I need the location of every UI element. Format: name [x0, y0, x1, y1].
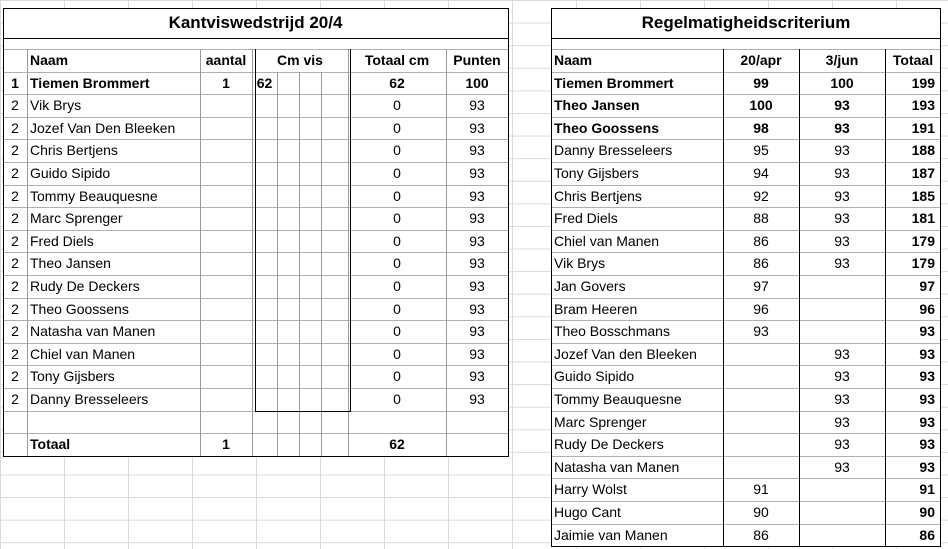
row-naam: Theo Jansen — [30, 255, 111, 272]
row-date-2 — [799, 275, 885, 298]
row-punten: 93 — [469, 345, 485, 362]
row-rank: 2 — [11, 97, 19, 114]
row-aantal — [200, 252, 252, 275]
row-naam: Jozef Van Den Bleeken — [30, 119, 176, 136]
grid-line — [551, 139, 941, 140]
row-date-2 — [799, 298, 885, 321]
row-totaal: 93 — [919, 345, 935, 362]
row-aantal — [200, 185, 252, 208]
row-totaal-cm: 0 — [393, 323, 401, 340]
row-totaal-cm: 0 — [393, 232, 401, 249]
row-naam: Jaimie van Manen — [554, 526, 668, 543]
row-naam: Chris Bertjens — [30, 142, 118, 159]
row-totaal: 191 — [911, 119, 935, 136]
grid-line — [940, 8, 941, 546]
grid-line — [255, 411, 351, 412]
row-naam: Tony Gijsbers — [30, 368, 115, 385]
grid-line — [885, 49, 886, 546]
row-totaal-cm: 0 — [393, 142, 401, 159]
row-totaal: 97 — [919, 278, 935, 294]
row-naam: Tommy Beauquesne — [554, 391, 682, 407]
grid-line — [551, 252, 941, 253]
row-rank: 2 — [11, 391, 19, 407]
row-naam: Tommy Beauquesne — [30, 187, 158, 204]
row-totaal: 181 — [911, 210, 935, 227]
row-totaal: 199 — [911, 74, 935, 91]
row-date-1: 88 — [753, 210, 769, 227]
row-date-1 — [723, 388, 799, 411]
row-totaal: 93 — [919, 458, 935, 475]
footer-totaal: 62 — [389, 436, 405, 453]
header-naam: Naam — [554, 52, 593, 68]
row-date-2: 100 — [830, 74, 854, 91]
footer-aantal: 1 — [222, 436, 230, 453]
row-date-1: 95 — [753, 142, 769, 159]
row-date-2: 93 — [834, 210, 850, 227]
grid-line — [551, 433, 941, 434]
grid-line — [551, 230, 941, 231]
row-rank: 2 — [11, 368, 19, 385]
grid-line — [446, 49, 447, 456]
row-naam: Tiemen Brommert — [554, 74, 674, 91]
row-totaal-cm: 0 — [393, 210, 401, 227]
row-totaal: 96 — [919, 300, 935, 317]
row-date-2: 93 — [834, 368, 850, 385]
row-totaal-cm: 0 — [393, 300, 401, 317]
row-date-2: 93 — [834, 187, 850, 204]
row-rank: 2 — [11, 345, 19, 362]
grid-line — [551, 207, 941, 208]
grid-line — [723, 49, 724, 546]
row-date-1: 98 — [753, 119, 769, 136]
row-naam: Bram Heeren — [554, 300, 638, 317]
grid-line — [3, 8, 4, 456]
grid-line — [551, 456, 941, 457]
row-aantal — [200, 275, 252, 298]
row-totaal: 187 — [911, 165, 935, 181]
row-naam: Theo Goossens — [30, 300, 129, 317]
row-date-1: 86 — [753, 232, 769, 249]
row-aantal — [200, 162, 252, 185]
row-aantal — [200, 343, 252, 366]
row-punten: 93 — [469, 232, 485, 249]
row-date-1: 86 — [753, 526, 769, 543]
row-date-2: 93 — [834, 255, 850, 272]
row-date-1 — [723, 343, 799, 366]
header-aantal: aantal — [205, 52, 247, 68]
row-rank: 2 — [11, 165, 19, 181]
row-naam: Jan Govers — [554, 278, 626, 294]
row-naam: Hugo Cant — [554, 504, 621, 520]
row-date-2 — [799, 478, 885, 501]
row-date-2: 93 — [834, 458, 850, 475]
left-title: Kantviswedstrijd 20/4 — [168, 13, 343, 32]
row-date-2: 93 — [834, 142, 850, 159]
row-punten: 93 — [469, 391, 485, 407]
row-naam: Marc Sprenger — [554, 413, 647, 430]
row-punten: 93 — [469, 97, 485, 114]
row-naam: Natasha van Manen — [554, 458, 680, 475]
row-date-1: 92 — [753, 187, 769, 204]
grid-line — [350, 49, 351, 411]
row-rank: 2 — [11, 232, 19, 249]
grid-line — [551, 72, 941, 73]
row-naam: Guido Sipido — [30, 165, 111, 181]
row-naam: Jozef Van den Bleeken — [554, 345, 697, 362]
row-date-1: 96 — [753, 300, 769, 317]
row-totaal: 86 — [919, 526, 935, 543]
grid-line — [348, 49, 349, 456]
row-naam: Chris Bertjens — [554, 187, 642, 204]
row-date-1: 91 — [753, 481, 769, 498]
header-punten: Punten — [453, 52, 501, 68]
row-naam: Theo Goossens — [554, 119, 660, 136]
row-date-2: 93 — [834, 232, 850, 249]
row-totaal: 179 — [911, 232, 935, 249]
row-date-1 — [723, 411, 799, 434]
row-aantal — [200, 139, 252, 162]
row-aantal — [200, 230, 252, 253]
row-naam: Harry Wolst — [554, 481, 627, 498]
row-naam: Fred Diels — [554, 210, 618, 227]
grid-line — [551, 343, 941, 344]
row-aantal — [200, 298, 252, 321]
grid-line — [551, 298, 941, 299]
row-naam: Rudy De Deckers — [554, 436, 664, 453]
grid-line — [551, 365, 941, 366]
row-naam: Danny Bresseleers — [30, 391, 149, 407]
row-naam: Tony Gijsbers — [554, 165, 639, 181]
row-totaal-cm: 0 — [393, 165, 401, 181]
row-date-1: 99 — [753, 74, 769, 91]
grid-line — [799, 49, 800, 546]
row-date-1: 97 — [753, 278, 769, 294]
row-totaal-cm: 0 — [393, 278, 401, 294]
row-date-2: 93 — [834, 436, 850, 453]
grid-line — [551, 94, 941, 95]
row-date-1 — [723, 365, 799, 388]
row-naam: Danny Bresseleers — [554, 142, 673, 159]
row-punten: 93 — [469, 368, 485, 385]
row-punten: 93 — [469, 119, 485, 136]
regelmatigheidscriterium-table — [551, 8, 941, 548]
row-totaal: 185 — [911, 187, 935, 204]
row-date-2: 93 — [834, 119, 850, 136]
row-rank: 2 — [11, 187, 19, 204]
grid-line — [508, 8, 509, 457]
grid-line — [551, 478, 941, 479]
grid-line — [551, 388, 941, 389]
row-rank: 2 — [11, 142, 19, 159]
row-totaal-cm: 0 — [393, 97, 401, 114]
row-date-1: 86 — [753, 255, 769, 272]
row-totaal: 193 — [911, 97, 935, 114]
row-totaal: 93 — [919, 413, 935, 430]
grid-line — [321, 72, 322, 456]
row-naam: Vik Brys — [554, 255, 606, 272]
header-cm-vis: Cm vis — [277, 52, 323, 68]
row-date-1: 93 — [753, 323, 769, 340]
row-punten: 93 — [469, 187, 485, 204]
grid-line — [252, 49, 253, 456]
row-totaal-cm: 0 — [393, 187, 401, 204]
grid-line — [299, 72, 300, 456]
row-totaal-cm: 0 — [393, 391, 401, 407]
row-totaal-cm: 0 — [393, 255, 401, 272]
row-date-2 — [799, 524, 885, 547]
grid-line — [551, 275, 941, 276]
grid-line — [551, 320, 941, 321]
row-naam: Guido Sipido — [554, 368, 635, 385]
grid-line — [551, 524, 941, 525]
row-rank: 2 — [11, 210, 19, 227]
row-totaal-cm: 0 — [393, 345, 401, 362]
grid-line — [3, 433, 508, 434]
row-punten: 93 — [469, 300, 485, 317]
header-rank — [3, 49, 27, 72]
row-punten: 93 — [469, 255, 485, 272]
row-cm-1: 62 — [256, 74, 273, 91]
row-totaal-cm: 62 — [389, 74, 405, 91]
row-punten: 93 — [469, 210, 485, 227]
header-totaal: Totaal — [892, 52, 934, 68]
grid-line — [551, 8, 552, 546]
grid-line — [551, 411, 941, 412]
row-rank: 2 — [11, 278, 19, 294]
row-rank: 2 — [11, 323, 19, 340]
row-naam: Theo Bosschmans — [554, 323, 670, 340]
row-aantal — [200, 388, 252, 411]
header-naam: Naam — [30, 52, 69, 68]
row-totaal: 93 — [919, 436, 935, 453]
row-punten: 93 — [469, 142, 485, 159]
footer-label: Totaal — [30, 436, 71, 453]
grid-line — [200, 49, 201, 456]
right-title: Regelmatigheidscriterium — [641, 13, 851, 32]
grid-line — [551, 501, 941, 502]
row-aantal: 1 — [222, 74, 230, 91]
row-totaal: 188 — [911, 142, 935, 159]
row-totaal: 179 — [911, 255, 935, 272]
row-naam: Fred Diels — [30, 232, 94, 249]
grid-line — [551, 185, 941, 186]
row-naam: Chiel van Manen — [30, 345, 136, 362]
row-totaal: 93 — [919, 368, 935, 385]
row-naam: Theo Jansen — [554, 97, 640, 114]
header-date-1: 20/apr — [740, 52, 782, 68]
header-date-2: 3/jun — [825, 52, 859, 68]
grid-line — [551, 8, 941, 9]
row-aantal — [200, 207, 252, 230]
kantviswedstrijd-table — [3, 8, 508, 456]
row-aantal — [200, 94, 252, 117]
row-aantal — [200, 117, 252, 140]
row-punten: 93 — [469, 165, 485, 181]
grid-line — [3, 456, 508, 457]
row-rank: 1 — [11, 74, 19, 91]
row-rank: 2 — [11, 119, 19, 136]
row-naam: Chiel van Manen — [554, 232, 660, 249]
row-totaal: 93 — [919, 391, 935, 407]
grid-line — [3, 8, 508, 9]
row-naam: Tiemen Brommert — [30, 74, 150, 91]
grid-line — [551, 117, 941, 118]
row-punten: 93 — [469, 278, 485, 294]
row-date-2: 93 — [834, 97, 850, 114]
row-totaal-cm: 0 — [393, 368, 401, 385]
row-date-2 — [799, 501, 885, 524]
grid-line — [27, 49, 28, 456]
row-totaal: 90 — [919, 504, 935, 520]
row-punten: 100 — [465, 74, 489, 91]
grid-line — [277, 72, 278, 456]
row-rank: 2 — [11, 255, 19, 272]
row-date-2: 93 — [834, 345, 850, 362]
row-date-2 — [799, 320, 885, 343]
row-date-2: 93 — [834, 391, 850, 407]
row-date-1 — [723, 433, 799, 456]
row-totaal-cm: 0 — [393, 119, 401, 136]
row-date-1: 94 — [753, 165, 769, 181]
grid-line — [551, 546, 941, 547]
grid-line — [551, 162, 941, 163]
row-naam: Vik Brys — [30, 97, 82, 114]
row-naam: Natasha van Manen — [30, 323, 156, 340]
row-totaal: 91 — [919, 481, 935, 498]
row-date-1: 90 — [753, 504, 769, 520]
row-aantal — [200, 320, 252, 343]
row-date-1 — [723, 456, 799, 479]
header-totaal-cm: Totaal cm — [364, 52, 430, 68]
row-date-2: 93 — [834, 413, 850, 430]
row-date-2: 93 — [834, 165, 850, 181]
grid-line — [551, 38, 941, 39]
grid-line — [551, 49, 941, 50]
row-naam: Rudy De Deckers — [30, 278, 140, 294]
row-naam: Marc Sprenger — [30, 210, 123, 227]
row-rank: 2 — [11, 300, 19, 317]
row-punten: 93 — [469, 323, 485, 340]
row-aantal — [200, 365, 252, 388]
row-date-1: 100 — [749, 97, 773, 114]
row-totaal: 93 — [919, 323, 935, 340]
grid-line — [255, 49, 256, 411]
grid-line — [3, 38, 508, 39]
